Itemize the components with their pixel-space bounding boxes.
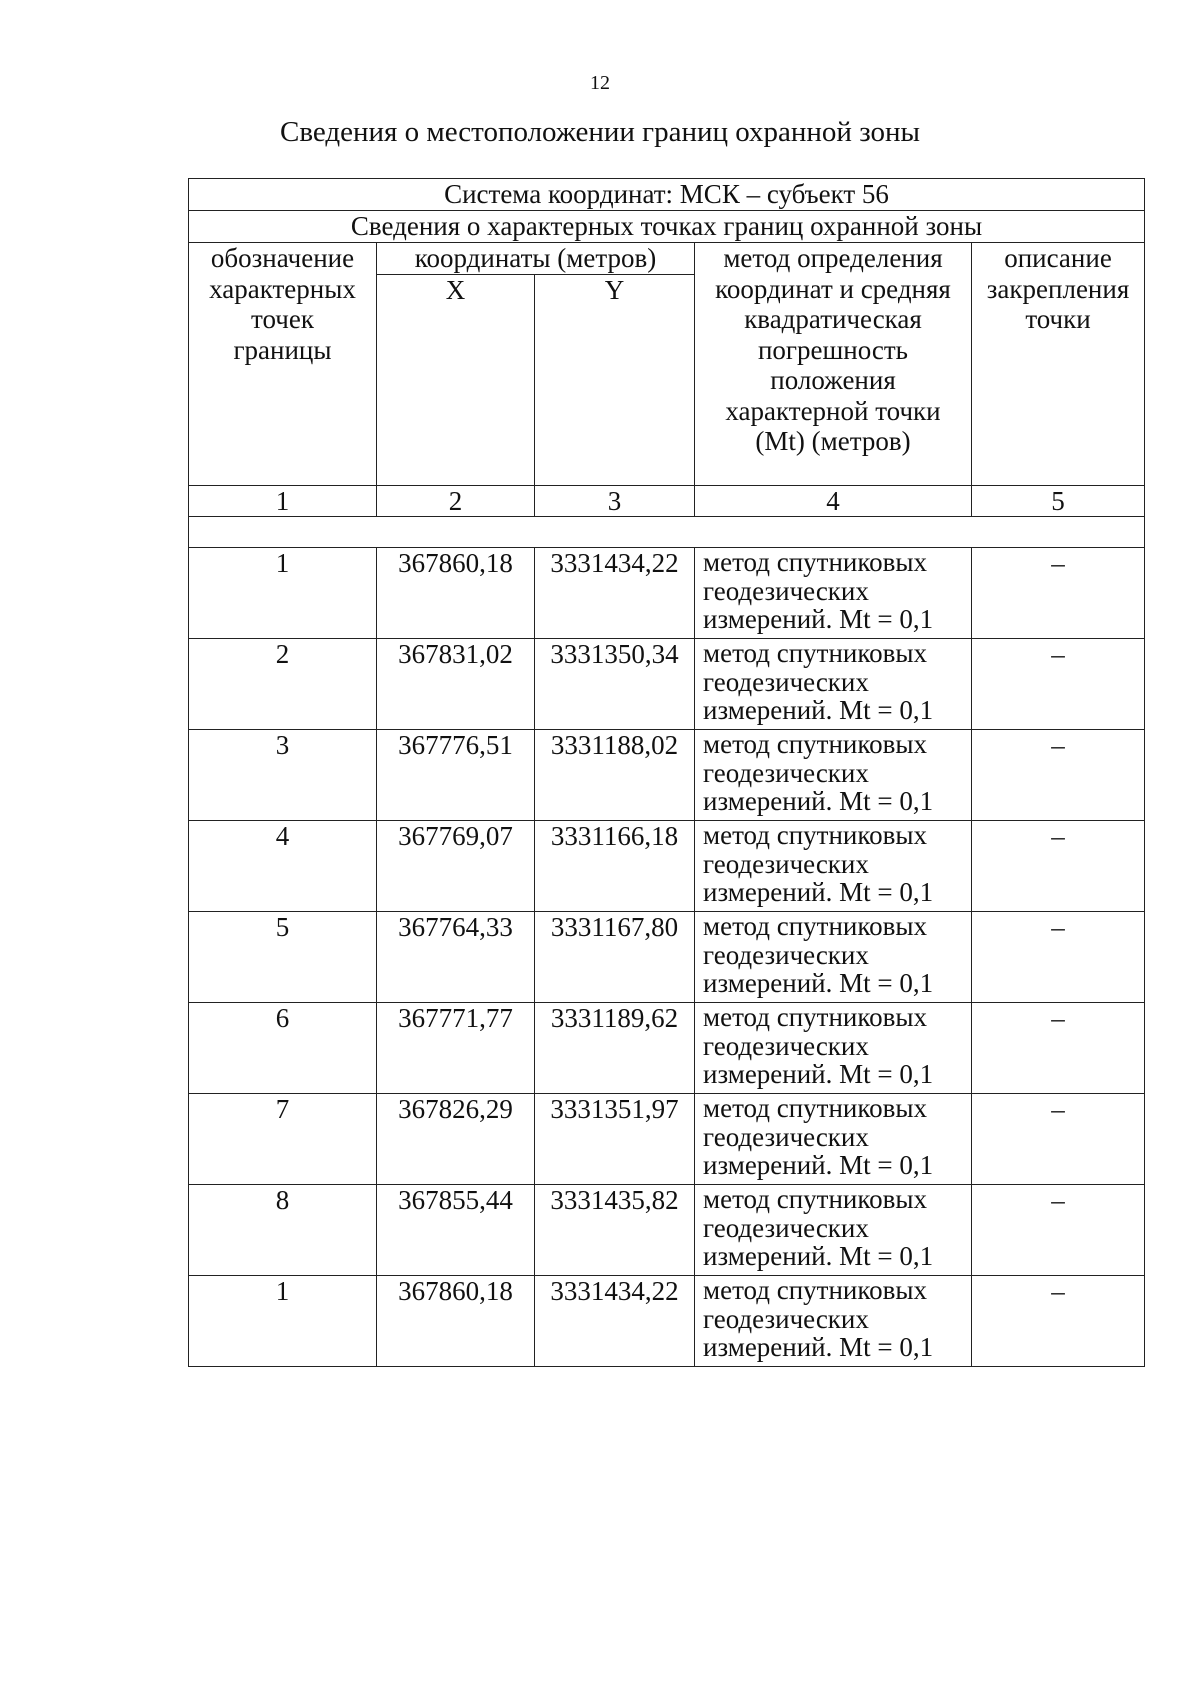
fixing-description-cell: –	[972, 1003, 1145, 1094]
point-number-cell: 3	[189, 730, 377, 821]
method-line: измерений. Mt = 0,1	[703, 1059, 934, 1090]
fixing-description-cell: –	[972, 912, 1145, 1003]
method-line: метод спутниковых	[703, 1275, 927, 1305]
coordinate-system-cell: Система координат: МСК – субъект 56	[189, 179, 1145, 211]
method-line: метод спутниковых	[703, 1184, 927, 1214]
fixing-description-cell: –	[972, 1185, 1145, 1276]
method-line: геодезических	[703, 848, 869, 879]
method-line: геодезических	[703, 1030, 869, 1061]
header-line: точки	[1025, 304, 1091, 334]
point-number-cell: 2	[189, 639, 377, 730]
header-line: координат и средняя	[715, 273, 951, 304]
method-line: метод спутниковых	[703, 1002, 927, 1032]
y-coordinate-cell: 3331350,34	[535, 639, 695, 730]
method-line: измерений. Mt = 0,1	[703, 786, 934, 817]
x-coordinate-cell: 367769,07	[377, 821, 535, 912]
method-line: измерений. Mt = 0,1	[703, 968, 934, 999]
method-line: геодезических	[703, 575, 869, 606]
method-cell	[695, 548, 972, 639]
header-method	[695, 243, 972, 486]
header-line: метод определения	[723, 243, 943, 273]
header-point-designation	[189, 243, 377, 486]
x-coordinate-cell: 367860,18	[377, 548, 535, 639]
header-line: закрепления	[986, 273, 1130, 304]
y-coordinate-cell: 3331435,82	[535, 1185, 695, 1276]
x-coordinate-cell: 367771,77	[377, 1003, 535, 1094]
method-cell	[695, 912, 972, 1003]
header-line: положения	[770, 365, 896, 395]
table-row	[189, 1185, 1145, 1276]
y-coordinate-cell: 3331188,02	[535, 730, 695, 821]
method-line: геодезических	[703, 666, 869, 697]
method-cell	[695, 639, 972, 730]
column-number: 2	[377, 485, 535, 517]
y-coordinate-cell: 3331434,22	[535, 1276, 695, 1367]
table-row	[189, 730, 1145, 821]
column-number: 1	[189, 485, 377, 517]
method-line: измерений. Mt = 0,1	[703, 1150, 934, 1181]
table-subtitle-row	[189, 211, 1145, 243]
header-line: обозначение	[210, 243, 355, 273]
x-coordinate-cell: 367826,29	[377, 1094, 535, 1185]
method-line: геодезических	[703, 1212, 869, 1243]
column-number-row	[189, 485, 1145, 517]
x-coordinate-cell: 367764,33	[377, 912, 535, 1003]
fixing-description-cell: –	[972, 821, 1145, 912]
point-number-cell: 8	[189, 1185, 377, 1276]
header-line: (Mt) (метров)	[755, 426, 911, 456]
y-coordinate-cell: 3331351,97	[535, 1094, 695, 1185]
table-row	[189, 548, 1145, 639]
empty-cell	[189, 517, 1145, 548]
column-number: 5	[972, 485, 1145, 517]
method-line: измерений. Mt = 0,1	[703, 604, 934, 635]
method-line: измерений. Mt = 0,1	[703, 695, 934, 726]
method-cell	[695, 821, 972, 912]
header-coordinates: координаты (метров)	[377, 243, 695, 275]
method-line: метод спутниковых	[703, 638, 927, 668]
y-coordinate-cell: 3331434,22	[535, 548, 695, 639]
method-cell	[695, 730, 972, 821]
method-line: измерений. Mt = 0,1	[703, 1241, 934, 1272]
table-row	[189, 639, 1145, 730]
header-x: X	[377, 274, 535, 485]
header-line: границы	[233, 334, 332, 365]
header-line: квадратическая	[744, 304, 922, 334]
method-line: метод спутниковых	[703, 911, 927, 941]
header-line: точек	[251, 304, 314, 334]
method-line: метод спутниковых	[703, 820, 927, 850]
x-coordinate-cell: 367855,44	[377, 1185, 535, 1276]
x-coordinate-cell: 367776,51	[377, 730, 535, 821]
y-coordinate-cell: 3331166,18	[535, 821, 695, 912]
point-number-cell: 5	[189, 912, 377, 1003]
header-fixing-description	[972, 243, 1145, 486]
table-row	[189, 912, 1145, 1003]
empty-separator-row	[189, 517, 1145, 548]
method-line: геодезических	[703, 939, 869, 970]
x-coordinate-cell: 367831,02	[377, 639, 535, 730]
method-line: измерений. Mt = 0,1	[703, 1332, 934, 1363]
y-coordinate-cell: 3331189,62	[535, 1003, 695, 1094]
header-y: Y	[535, 274, 695, 485]
header-line: характерных	[209, 273, 356, 304]
page-number: 12	[590, 72, 610, 94]
method-line: геодезических	[703, 757, 869, 788]
header-row	[189, 243, 1145, 275]
fixing-description-cell: –	[972, 1094, 1145, 1185]
table-row	[189, 1003, 1145, 1094]
table-row	[189, 1094, 1145, 1185]
method-cell	[695, 1003, 972, 1094]
point-number-cell: 1	[189, 1276, 377, 1367]
method-line: метод спутниковых	[703, 729, 927, 759]
method-line: метод спутниковых	[703, 1093, 927, 1123]
header-line: погрешность	[757, 334, 909, 365]
table-row	[189, 821, 1145, 912]
point-number-cell: 4	[189, 821, 377, 912]
table-row	[189, 1276, 1145, 1367]
fixing-description-cell: –	[972, 1276, 1145, 1367]
method-line: метод спутниковых	[703, 547, 927, 577]
fixing-description-cell: –	[972, 548, 1145, 639]
header-line: описание	[1004, 243, 1112, 273]
point-number-cell: 1	[189, 548, 377, 639]
point-number-cell: 6	[189, 1003, 377, 1094]
boundary-points-table	[188, 178, 1145, 1367]
point-number-cell: 7	[189, 1094, 377, 1185]
document-title: Сведения о местоположении границ охранной зоны	[279, 116, 920, 148]
y-coordinate-cell: 3331167,80	[535, 912, 695, 1003]
method-line: геодезических	[703, 1303, 869, 1334]
method-cell	[695, 1094, 972, 1185]
fixing-description-cell: –	[972, 639, 1145, 730]
method-cell	[695, 1276, 972, 1367]
table-subtitle-cell: Сведения о характерных точках границ охранной зоны	[189, 211, 1145, 243]
method-line: геодезических	[703, 1121, 869, 1152]
header-line: характерной точки	[725, 395, 941, 426]
method-line: измерений. Mt = 0,1	[703, 877, 934, 908]
fixing-description-cell: –	[972, 730, 1145, 821]
method-cell	[695, 1185, 972, 1276]
x-coordinate-cell: 367860,18	[377, 1276, 535, 1367]
column-number: 4	[695, 485, 972, 517]
coordinate-system-row	[189, 179, 1145, 211]
column-number: 3	[535, 485, 695, 517]
